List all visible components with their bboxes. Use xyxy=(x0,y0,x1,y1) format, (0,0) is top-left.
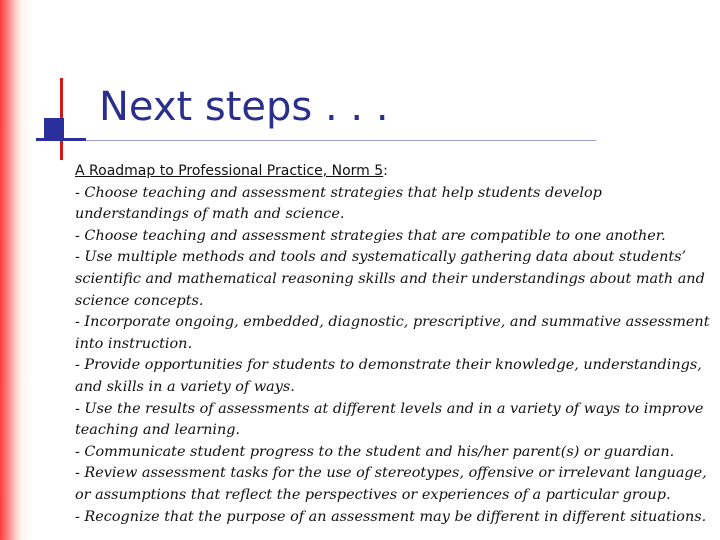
title-divider-line xyxy=(36,140,596,141)
list-item: - Use multiple methods and tools and systematically gathering data about students’ scientific and mathematical reasoning skills and their understandings about math and science concepts. xyxy=(75,249,705,309)
list-item: - Choose teaching and assessment strategies that help students develop understandings of math and science. xyxy=(75,184,602,223)
decorative-blue-bar xyxy=(36,138,86,141)
list-item: - Communicate student progress to the student and his/her parent(s) or guardian. xyxy=(75,443,675,460)
subtitle-colon: : xyxy=(383,163,388,179)
slide-title: Next steps . . . xyxy=(99,84,389,130)
list-item: - Incorporate ongoing, embedded, diagnostic, prescriptive, and summative assessment into instruction. xyxy=(75,314,710,352)
roadmap-subtitle: A Roadmap to Professional Practice, Norm 5 xyxy=(75,163,384,179)
list-item: - Use the results of assessments at different levels and in a variety of ways to improve teaching and learning. xyxy=(75,400,704,439)
decorative-blue-square xyxy=(44,118,64,140)
subtitle-line xyxy=(75,160,715,183)
left-gradient-bar xyxy=(0,0,22,540)
list-item: - Review assessment tasks for the use of stereotypes, offensive or irrelevant language, or assumptions that reflect the perspectives or experiences of a particular group. xyxy=(75,465,707,503)
left-gradient-fade xyxy=(22,0,32,540)
list-item: - Recognize that the purpose of an assessment may be different in different situations. xyxy=(75,508,707,525)
list-item: - Provide opportunities for students to demonstrate their knowledge, understandings, and skills in a variety of ways. xyxy=(75,357,702,395)
slide-body xyxy=(75,160,715,528)
list-item: - Choose teaching and assessment strategies that are compatible to one another. xyxy=(75,227,666,244)
